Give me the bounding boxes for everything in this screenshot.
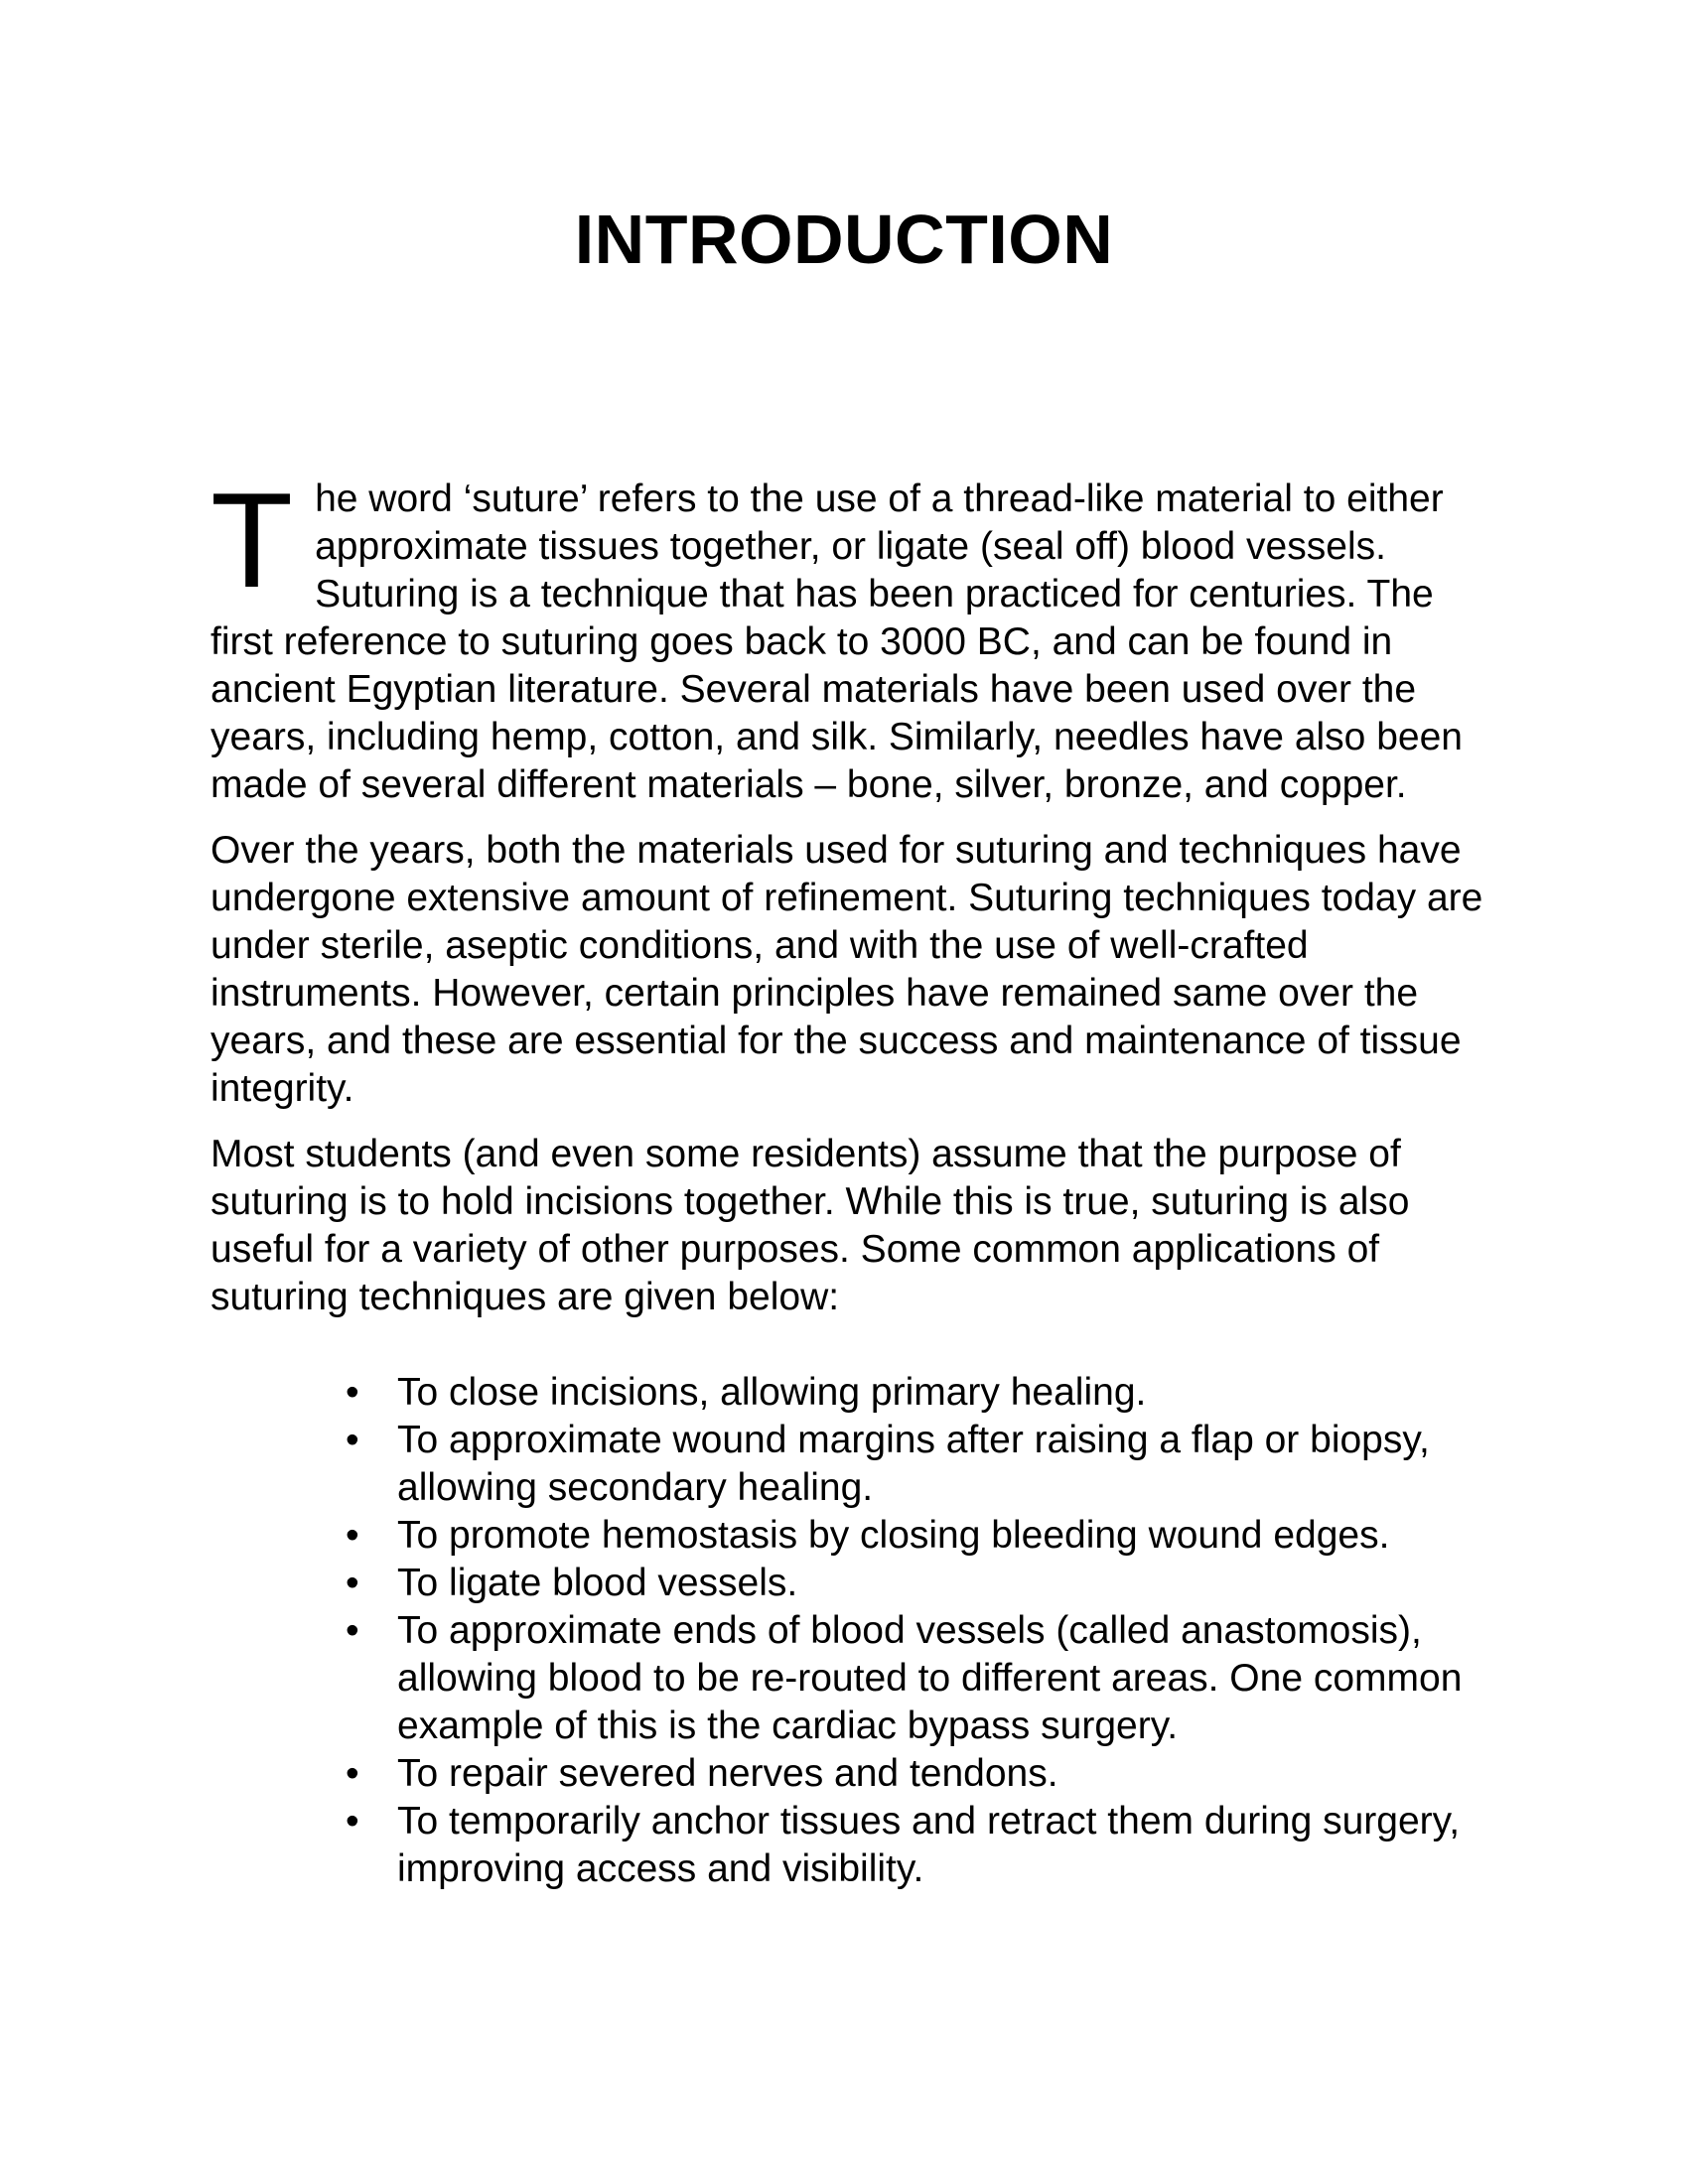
list-item-text: To temporarily anchor tissues and retract them during surgery, improving access and visibility. xyxy=(397,1800,1461,1890)
list-item xyxy=(346,1750,1489,1798)
bullet-icon: • xyxy=(346,1562,359,1604)
bullet-icon: • xyxy=(346,1800,359,1843)
bullet-icon: • xyxy=(346,1371,359,1414)
list-item xyxy=(346,1607,1489,1750)
list-item-text: To close incisions, allowing primary healing. xyxy=(397,1371,1147,1414)
list-item-text: To approximate wound margins after raising a flap or biopsy, allowing secondary healing. xyxy=(397,1419,1430,1509)
drop-cap: T xyxy=(211,465,294,615)
list-item xyxy=(346,1369,1489,1417)
list-item-text: To repair severed nerves and tendons. xyxy=(397,1752,1058,1795)
list-item xyxy=(346,1798,1489,1893)
bullet-icon: • xyxy=(346,1752,359,1795)
body-text xyxy=(211,465,1489,1893)
list-item-text: To promote hemostasis by closing bleeding wound edges. xyxy=(397,1514,1390,1557)
bullet-icon: • xyxy=(346,1609,359,1652)
paragraph-1 xyxy=(211,465,1489,809)
paragraph-2: Over the years, both the materials used for suturing and techniques have undergone extensive amount of refinement. Suturing techniques today are under sterile, aseptic conditions, and with the use of well-crafted instruments. However, certain principles have remained same over the years, and these are essential for the success and maintenance of tissue integrity. xyxy=(211,829,1483,1110)
paragraph-3: Most students (and even some residents) assume that the purpose of suturing is to hold incisions together. While this is true, suturing is also useful for a variety of other purposes. Some common applications of suturing techniques are given below: xyxy=(211,1133,1410,1318)
list-item xyxy=(346,1512,1489,1560)
list-item xyxy=(346,1417,1489,1512)
page-title: INTRODUCTION xyxy=(574,201,1114,278)
bullet-icon: • xyxy=(346,1419,359,1461)
list-item-text: To ligate blood vessels. xyxy=(397,1562,798,1604)
bullet-icon: • xyxy=(346,1514,359,1557)
applications-list xyxy=(211,1369,1489,1893)
list-item xyxy=(346,1560,1489,1607)
list-item-text: To approximate ends of blood vessels (called anastomosis), allowing blood to be re-routed to different areas. One common example of this is the cardiac bypass surgery. xyxy=(397,1609,1463,1747)
paragraph-1-text: he word ‘suture’ refers to the use of a thread-like material to either approximate tissues together, or ligate (seal off) blood vessels. Suturing is a technique that has been practiced for centuries. The first reference to suturing goes back to 3000 BC, and can be found in ancient Egyptian literature. Several materials have been used over the years, including hemp, cotton, and silk. Similarly, needles have also been made of several different materials – bone, silver, bronze, and copper. xyxy=(211,478,1463,806)
